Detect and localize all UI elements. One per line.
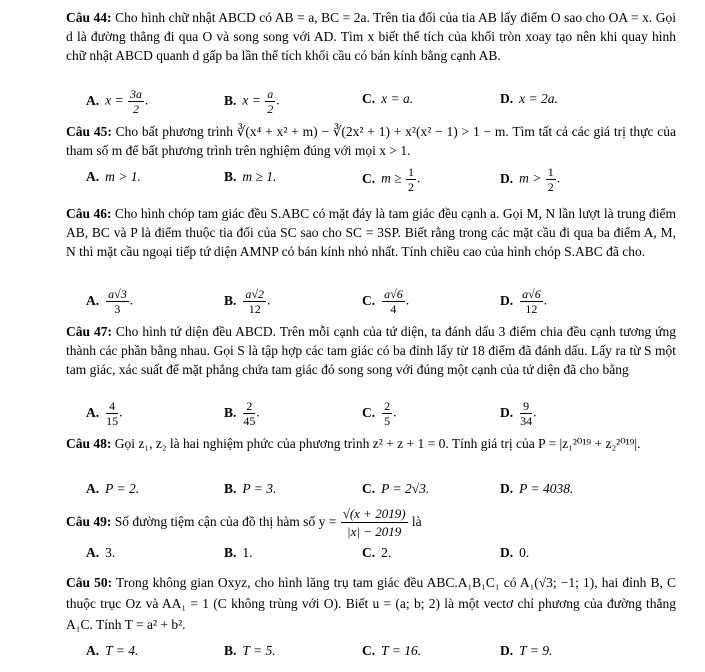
option-c: C. P = 2√3. xyxy=(362,481,430,496)
option-d: D. T = 9. xyxy=(500,643,553,658)
options-48 xyxy=(86,478,676,500)
option-b: B. 1. xyxy=(224,545,253,560)
option-a: A. x = $\frac{3a}{2}$ . xyxy=(86,87,149,116)
option-c: C. 2. xyxy=(362,545,392,560)
question-label: Câu 45: xyxy=(66,124,112,139)
question-text: Cho hình chữ nhật ABCD có AB = a, BC = 2a. Trên tia đối của tia AB lấy điểm O sao cho OA = x. Gọi d là đường thẳng đi qua O và song song với AD. Tìm x biết thể tích của khối tròn xoay tạo nên khi quay hình chữ nhật ABCD quanh d gấp ba lần thể tích khối cầu có bán kính bằng cạnh AB. xyxy=(66,10,676,63)
option-d: D. P = 4038. xyxy=(500,481,574,496)
question-label: Câu 49: xyxy=(66,514,112,529)
options-46 xyxy=(86,287,676,316)
option-b: B. T = 5. xyxy=(224,643,276,658)
question-50 xyxy=(66,572,676,635)
options-49 xyxy=(86,542,676,564)
options-47 xyxy=(86,399,676,428)
question-44 xyxy=(66,8,676,65)
option-a: A. P = 2. xyxy=(86,481,140,496)
question-label: Câu 44: xyxy=(66,10,112,25)
question-text: Cho hình tứ diện đều ABCD. Trên mỗi cạnh của tứ diện, ta đánh dấu 3 điểm chia đều cạnh tương ứng thành các phần bằng nhau. Gọi S là tập hợp các tam giác có ba đỉnh lấy từ 18 điểm đã đánh dấu. Lấy ra từ S một tam giác, xác suất để mặt phẳng chứa tam giác đó song song với đúng một cạnh của tứ diện đã cho bằng xyxy=(66,324,676,377)
option-d: D. x = 2a. xyxy=(500,91,558,106)
options-44 xyxy=(86,87,676,116)
option-c: C. $\frac{a√6}{4}$ . xyxy=(362,287,410,316)
question-label: Câu 46: xyxy=(66,206,112,221)
option-c: C. m ≥ $\frac{1}{2}$ . xyxy=(362,165,421,194)
question-49 xyxy=(66,505,676,539)
question-text-end: là xyxy=(411,514,422,529)
option-a: A. 3. xyxy=(86,545,116,560)
option-d: D. m > $\frac{1}{2}$ . xyxy=(500,165,561,194)
option-b: B. P = 3. xyxy=(224,481,277,496)
options-50 xyxy=(86,640,676,662)
option-a: A. m > 1. xyxy=(86,169,141,184)
option-a: A. T = 4. xyxy=(86,643,139,658)
function-fraction: $\frac{√(x + 2019)}{|x| - 2019}$ xyxy=(342,506,406,540)
question-label: Câu 48: xyxy=(66,436,112,451)
question-text: Cho bất phương trình ∛(x⁴ + x² + m) − ∛(2x² + 1) + x²(x² − 1) > 1 − m. Tìm tất cả các giá trị thực của tham số m để bất phương trình trên nghiệm đúng với mọi x > 1. xyxy=(66,124,676,158)
option-a: A. $\frac{4}{15}$ . xyxy=(86,399,123,428)
option-b: B. m ≥ 1. xyxy=(224,169,277,184)
option-b: B. $\frac{a√2}{12}$ . xyxy=(224,287,271,316)
option-d: D. 0. xyxy=(500,545,530,560)
option-c: C. x = a. xyxy=(362,91,414,106)
options-45 xyxy=(86,165,676,194)
option-b: B. $\frac{2}{45}$ . xyxy=(224,399,260,428)
question-47 xyxy=(66,322,676,379)
question-45 xyxy=(66,122,676,160)
question-text: Số đường tiệm cận của đồ thị hàm số y = xyxy=(114,514,337,529)
option-d: D. $\frac{9}{34}$ . xyxy=(500,399,537,428)
question-text: Cho hình chóp tam giác đều S.ABC có mặt đáy là tam giác đều cạnh a. Gọi M, N lần lượt là trung điểm AB, BC và P là điểm thuộc tia đối của SC sao cho SC = 3SP. Biết rằng trong các mặt cầu đi qua ba điểm A, M, N thì mặt cầu ngoại tiếp tứ diện AMNP có bán kính nhỏ nhất. Tính chiều cao của hình chóp S.ABC đã cho. xyxy=(66,206,676,259)
option-c: C. $\frac{2}{5}$ . xyxy=(362,399,397,428)
option-a: A. $\frac{a√3}{3}$ . xyxy=(86,287,134,316)
question-46 xyxy=(66,204,676,261)
question-48 xyxy=(66,434,676,453)
option-b: B. x = $\frac{a}{2}$ . xyxy=(224,87,280,116)
question-text: Gọi z₁, z₂ là hai nghiệm phức của phương trình z² + z + 1 = 0. Tính giá trị của P = |z₁²⁰¹⁹ + z₂²⁰¹⁹|. xyxy=(114,436,641,451)
question-text: Trong không gian Oxyz, cho hình lăng trụ tam giác đều ABC.A₁B₁C₁ có A₁(√3; −1; 1), hai đỉnh B, C thuộc trục Oz và AA₁ = 1 (C không trùng với O). Biết u = (a; b; 2) là một vectơ chỉ phương của đường thẳng A₁C. Tính T = a² + b². xyxy=(66,575,676,632)
question-label: Câu 47: xyxy=(66,324,112,339)
option-d: D. $\frac{a√6}{12}$ . xyxy=(500,287,548,316)
option-c: C. T = 16. xyxy=(362,643,422,658)
question-label: Câu 50: xyxy=(66,575,113,590)
